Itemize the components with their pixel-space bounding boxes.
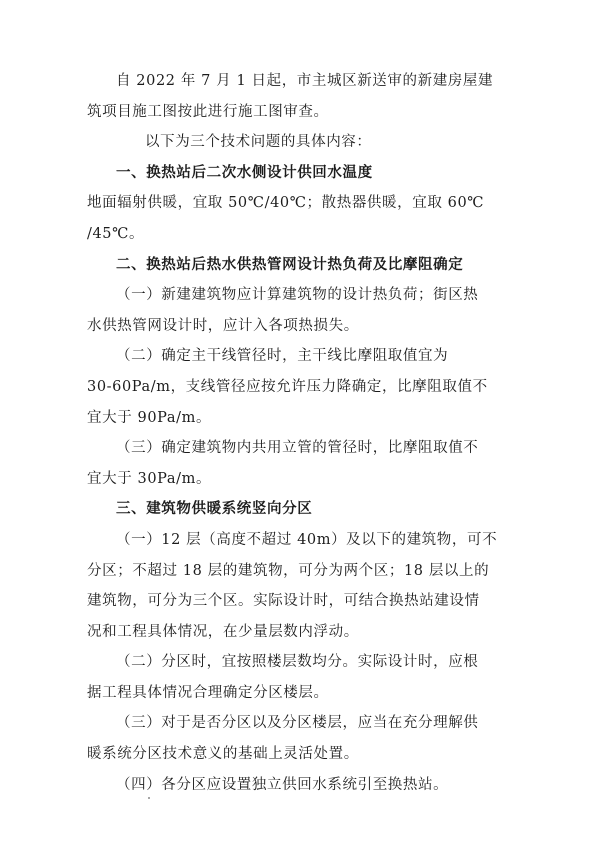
section-3-item-2-line-1: （二）分区时，宜按照楼层数均分。实际设计时，应根 [116,654,479,671]
section-3-item-2 [87,647,511,708]
section-3-item-4 [87,770,511,801]
section-2-item-3-line-2: 宜大于 30Pa/m。 [87,470,212,487]
section-3-item-4-line-1: （四）各分区应设置独立供回水系统引至换热站。 [116,776,449,793]
section-2-item-1-line-1: （一）新建建筑物应计算建筑物的设计热负荷；街区热 [116,287,479,304]
section-3-heading: 三、建筑物供暖系统竖向分区 [116,501,313,518]
section-3-item-3-line-2: 暖系统分区技术意义的基础上灵活处置。 [87,746,359,763]
section-3-item-1-line-1: （一）12 层（高度不超过 40m）及以下的建筑物，可不 [116,531,498,548]
section-2-item-1 [87,280,511,341]
section-3-item-1-line-4: 况和工程具体情况，在少量层数内浮动。 [87,623,359,640]
section-3-item-3 [87,708,511,769]
section-3-item-1 [87,525,511,647]
intro-line-1: 自 2022 年 7 月 1 日起，市主城区新送审的新建房屋建 [116,73,494,89]
section-2-item-3 [87,433,511,494]
section-2-item-1-line-2: 水供热管网设计时，应计入各项热损失。 [87,317,359,334]
section-3-item-1-line-3: 建筑物，可分为三个区。实际设计时，可结合换热站建设情 [87,593,480,610]
section-2-item-3-line-1: （三）确定建筑物内共用立管的管径时，比摩阻取值不 [116,440,479,457]
section-2-item-2-line-2: 30-60Pa/m，支线管径应按允许压力降确定，比摩阻取值不 [87,378,488,395]
section-2-item-2-line-1: （二）确定主干线管径时，主干线比摩阻取值宜为 [116,348,449,365]
section-1-line-2: /45℃。 [87,225,145,242]
section-3-item-3-line-1: （三）对于是否分区以及分区楼层，应当在充分理解供 [116,715,479,732]
section-3-item-2-line-2: 据工程具体情况合理确定分区楼层。 [87,684,329,701]
document-body [87,66,511,800]
scan-speck [148,797,150,799]
section-3-item-1-line-2: 分区；不超过 18 层的建筑物，可分为两个区；18 层以上的 [87,562,490,579]
section-2-item-2 [87,341,511,433]
section-1-line-1: 地面辐射供暖，宜取 50℃/40℃；散热器供暖，宜取 60℃ [87,195,485,212]
section-2-heading: 二、换热站后热水供热管网设计热负荷及比摩阻确定 [116,256,464,273]
section-1-heading: 一、换热站后二次水侧设计供回水温度 [116,164,373,181]
intro-line-2: 筑项目施工图按此进行施工图审查。 [87,103,329,120]
section-2-item-2-line-3: 宜大于 90Pa/m。 [87,409,212,426]
lead-paragraph: 以下为三个技术问题的具体内容： [145,134,372,151]
intro-paragraph [87,66,511,127]
section-1-paragraph [87,188,511,249]
